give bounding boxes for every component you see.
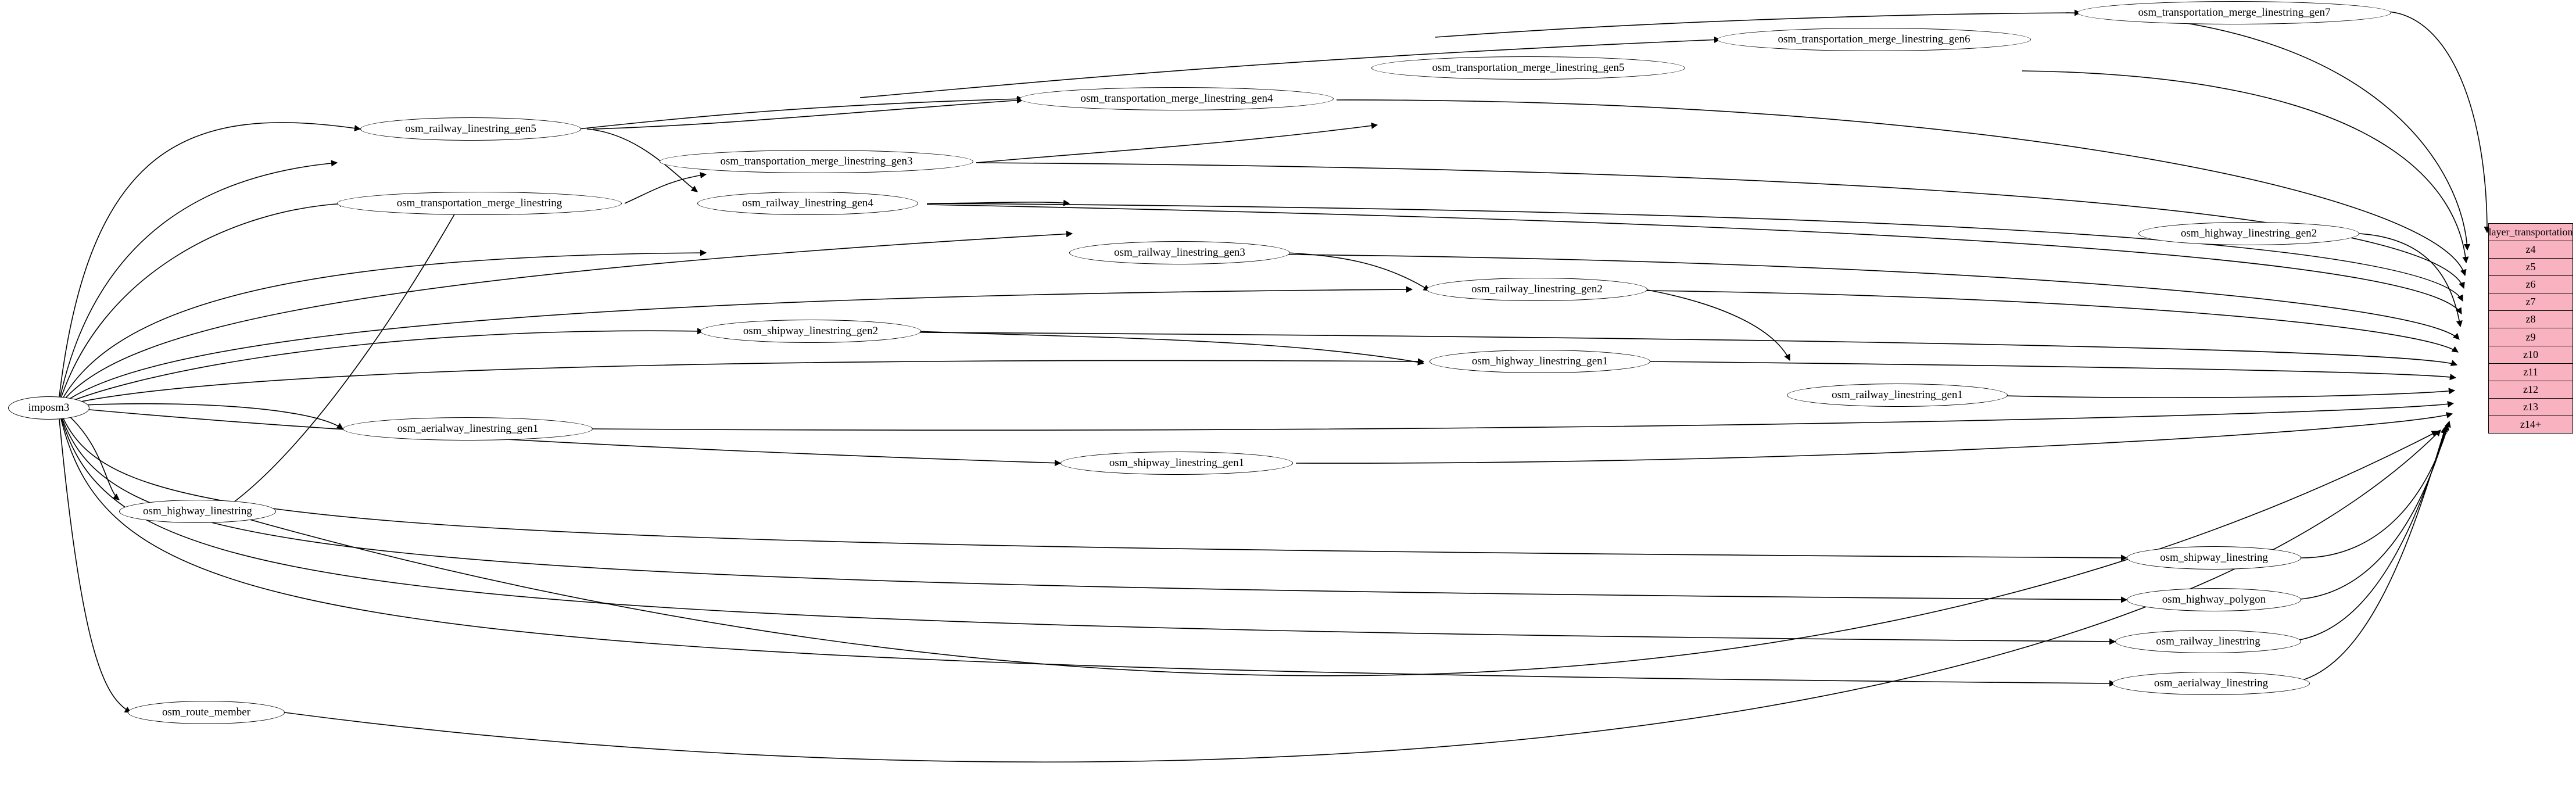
- node-label: osm_aerialway_linestring: [2154, 677, 2269, 689]
- node-label: osm_railway_linestring_gen5: [405, 123, 536, 135]
- node-osm-shipway-linestring-gen2[interactable]: [700, 320, 921, 343]
- layer-row-z13[interactable]: z13: [2489, 399, 2573, 416]
- node-label: osm_transportation_merge_linestring: [396, 197, 563, 209]
- node-osm-railway-linestring-gen4[interactable]: [697, 192, 918, 215]
- layer-table-header: layer_transportation: [2489, 224, 2573, 241]
- node-osm-highway-linestring[interactable]: [119, 500, 276, 523]
- node-label: osm_highway_polygon: [2162, 593, 2266, 606]
- node-osm-highway-linestring-gen1[interactable]: [1429, 350, 1650, 373]
- node-label: imposm3: [28, 402, 70, 414]
- node-label: osm_highway_linestring_gen1: [1471, 355, 1608, 367]
- node-osm-transportation-merge-linestring-gen5[interactable]: [1371, 56, 1685, 80]
- node-label: osm_railway_linestring: [2156, 635, 2260, 647]
- layer-row-z8[interactable]: z8: [2489, 311, 2573, 328]
- node-osm-route-member[interactable]: [128, 701, 285, 724]
- node-label: osm_transportation_merge_linestring_gen5: [1432, 62, 1625, 74]
- node-osm-transportation-merge-linestring[interactable]: [337, 192, 622, 215]
- node-label: osm_highway_linestring_gen2: [2180, 227, 2317, 239]
- layer-transportation-table[interactable]: [2488, 223, 2573, 434]
- node-osm-transportation-merge-linestring-gen4[interactable]: [1020, 87, 1334, 110]
- node-osm-highway-linestring-gen2[interactable]: [2138, 222, 2359, 245]
- node-label: osm_railway_linestring_gen1: [1832, 389, 1963, 401]
- node-label: osm_transportation_merge_linestring_gen3: [720, 155, 913, 167]
- node-label: osm_railway_linestring_gen2: [1471, 283, 1603, 295]
- layer-row-z10[interactable]: z10: [2489, 346, 2573, 364]
- layer-row-z7[interactable]: z7: [2489, 293, 2573, 311]
- node-osm-highway-polygon[interactable]: [2127, 588, 2301, 611]
- node-osm-transportation-merge-linestring-gen6[interactable]: [1717, 28, 2031, 51]
- node-label: osm_shipway_linestring_gen1: [1109, 457, 1245, 469]
- node-label: osm_transportation_merge_linestring_gen4: [1080, 92, 1273, 105]
- node-osm-railway-linestring[interactable]: [2115, 630, 2301, 653]
- node-imposm3[interactable]: [8, 396, 89, 420]
- node-osm-railway-linestring-gen1[interactable]: [1787, 384, 2008, 407]
- node-label: osm_shipway_linestring: [2160, 552, 2268, 564]
- layer-row-z6[interactable]: z6: [2489, 276, 2573, 293]
- node-label: osm_shipway_linestring_gen2: [743, 325, 879, 337]
- node-osm-railway-linestring-gen5[interactable]: [360, 117, 581, 141]
- node-osm-railway-linestring-gen2[interactable]: [1427, 278, 1647, 301]
- node-label: osm_aerialway_linestring_gen1: [397, 422, 539, 435]
- node-label: osm_transportation_merge_linestring_gen6: [1778, 33, 1970, 45]
- node-osm-shipway-linestring[interactable]: [2127, 546, 2301, 570]
- node-osm-transportation-merge-linestring-gen3[interactable]: [660, 150, 973, 173]
- node-label: osm_highway_linestring: [143, 505, 252, 517]
- node-label: osm_railway_linestring_gen3: [1114, 246, 1245, 259]
- layer-row-z12[interactable]: z12: [2489, 381, 2573, 399]
- node-osm-aerialway-linestring-gen1[interactable]: [343, 417, 593, 441]
- node-label: osm_transportation_merge_linestring_gen7: [2138, 6, 2331, 19]
- node-label: osm_railway_linestring_gen4: [742, 197, 873, 209]
- node-osm-aerialway-linestring[interactable]: [2112, 672, 2310, 695]
- layer-row-z4[interactable]: z4: [2489, 241, 2573, 259]
- node-osm-shipway-linestring-gen1[interactable]: [1061, 452, 1293, 475]
- layer-row-z9[interactable]: z9: [2489, 328, 2573, 346]
- layer-row-z14plus[interactable]: z14+: [2489, 416, 2573, 433]
- layer-row-z5[interactable]: z5: [2489, 259, 2573, 276]
- node-label: osm_route_member: [162, 706, 250, 718]
- node-osm-railway-linestring-gen3[interactable]: [1069, 241, 1290, 264]
- node-osm-transportation-merge-linestring-gen7[interactable]: [2077, 1, 2391, 24]
- layer-row-z11[interactable]: z11: [2489, 364, 2573, 381]
